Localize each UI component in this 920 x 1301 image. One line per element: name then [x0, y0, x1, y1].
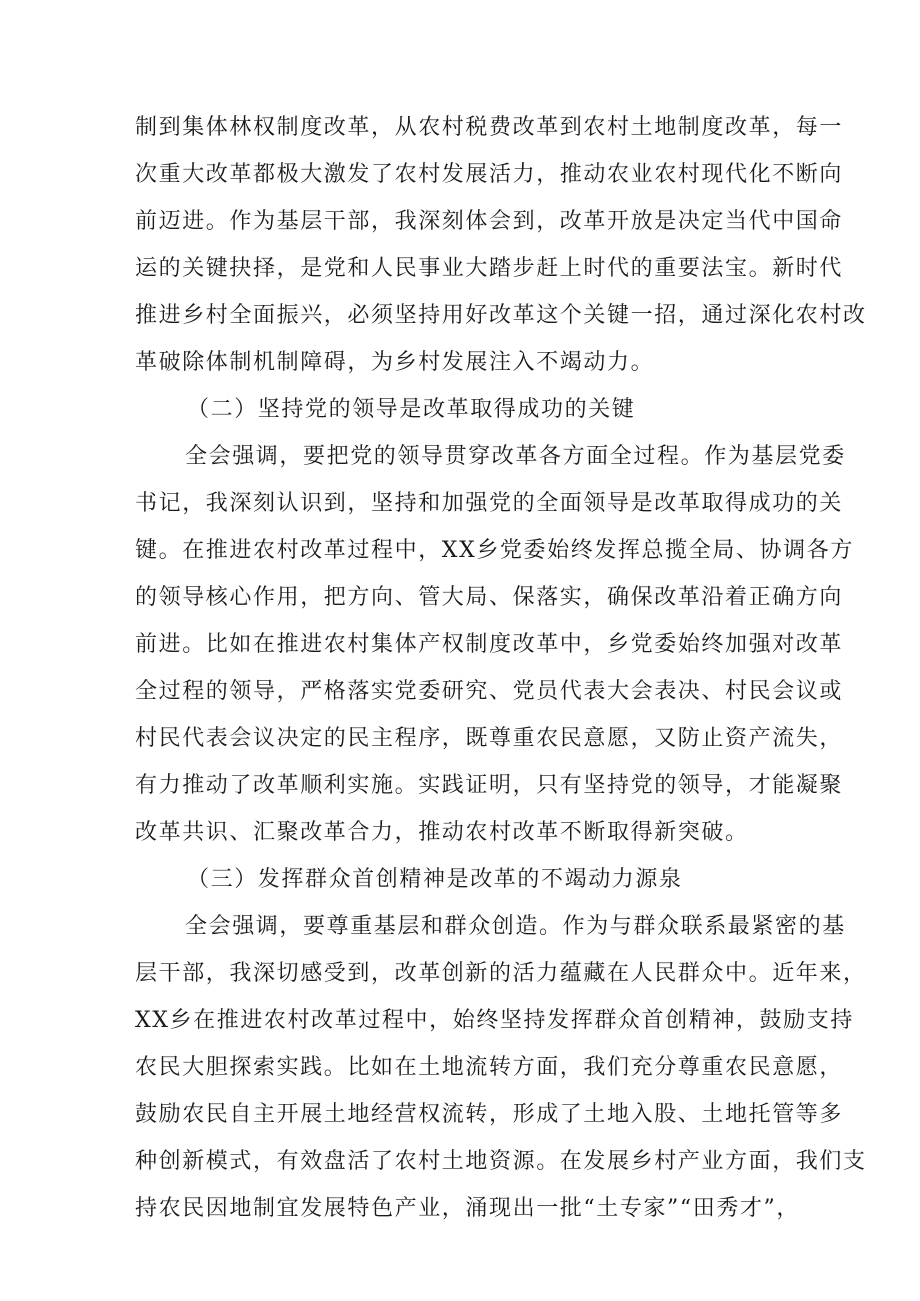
text-line: 次重大改革都极大激发了农村发展活力，推动农业农村现代化不断向 — [135, 162, 844, 187]
text-line: 运的关键抉择，是党和人民事业大踏步赶上时代的重要法宝。新时代 — [135, 256, 844, 281]
text-line: 持农民因地制宜发展特色产业，涌现出一批“土专家”“田秀才”， — [135, 1196, 800, 1221]
text-line: 书记，我深刻认识到，坚持和加强党的全面领导是改革取得成功的关 — [135, 491, 844, 516]
text-line: 前进。比如在推进农村集体产权制度改革中，乡党委始终加强对改革 — [135, 632, 844, 657]
text-line: 层干部，我深切感受到，改革创新的活力蕴藏在人民群众中。近年来， — [135, 961, 867, 986]
text-line: XX乡在推进农村改革过程中，始终坚持发挥群众首创精神，鼓励支持 — [135, 1008, 854, 1033]
text-line: 全会强调，要把党的领导贯穿改革各方面全过程。作为基层党委 — [185, 444, 846, 469]
text-line: 前迈进。作为基层干部，我深刻体会到，改革开放是决定当代中国命 — [135, 209, 844, 234]
text-line: 改革共识、汇聚改革合力，推动农村改革不断取得新突破。 — [135, 820, 749, 845]
text-line: 全过程的领导，严格落实党委研究、党员代表大会表决、村民会议或 — [135, 679, 844, 704]
text-line: 的领导核心作用，把方向、管大局、保落实，确保改革沿着正确方向 — [135, 585, 844, 610]
text-line: 农民大胆探索实践。比如在土地流转方面，我们充分尊重农民意愿， — [135, 1055, 844, 1080]
text-line: 种创新模式，有效盘活了农村土地资源。在发展乡村产业方面，我们支 — [135, 1149, 867, 1174]
section-heading: （三）发挥群众首创精神是改革的不竭动力源泉 — [187, 867, 683, 892]
text-line: 鼓励农民自主开展土地经营权流转，形成了土地入股、土地托管等多 — [135, 1102, 844, 1127]
text-line: 革破除体制机制障碍，为乡村发展注入不竭动力。 — [135, 350, 655, 375]
text-line: 键。在推进农村改革过程中，XX乡党委始终发挥总揽全局、协调各方 — [135, 538, 854, 563]
text-line: 村民代表会议决定的民主程序，既尊重农民意愿，又防止资产流失， — [135, 726, 844, 751]
section-heading: （二）坚持党的领导是改革取得成功的关键 — [187, 397, 636, 422]
text-line: 全会强调，要尊重基层和群众创造。作为与群众联系最紧密的基 — [185, 914, 846, 939]
text-line: 制到集体林权制度改革，从农村税费改革到农村土地制度改革，每一 — [135, 115, 844, 140]
text-line: 推进乡村全面振兴，必须坚持用好改革这个关键一招，通过深化农村改 — [135, 303, 867, 328]
text-line: 有力推动了改革顺利实施。实践证明，只有坚持党的领导，才能凝聚 — [135, 773, 844, 798]
